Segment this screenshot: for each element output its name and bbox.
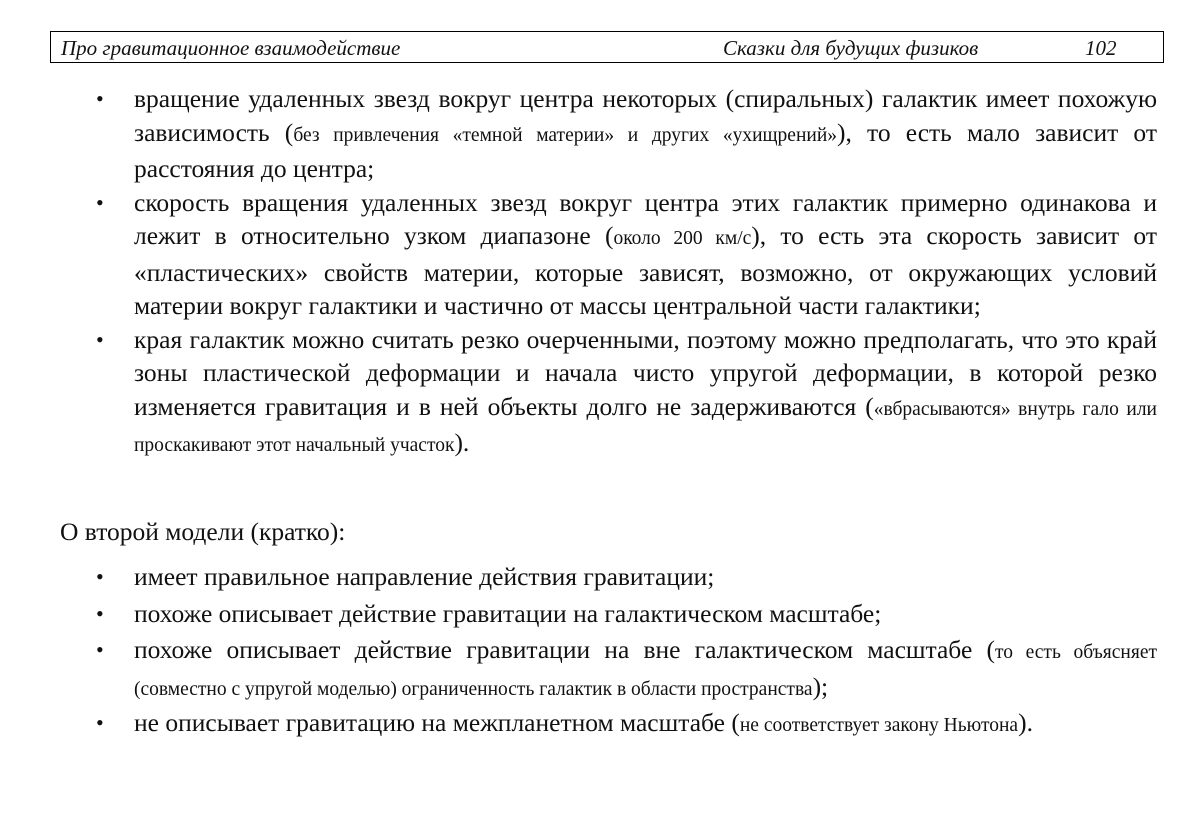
item-note: «вбрасываются» внутрь гало или проскакивают этот начальный участок [134,398,1157,456]
item-text: похоже описывает действие гравитации на галактическом масштабе; [134,598,882,628]
item-text-end: ); [812,671,829,701]
section-subheading: О второй модели (кратко): [60,517,346,546]
bullet-icon: • [96,189,104,215]
page-number: 102 [1085,36,1117,60]
item-text: похоже описывает действие гравитации на вне галактическом масштабе ( [134,635,995,664]
list-item [0,706,1200,743]
item-note: то есть объясняет (совместно с упругой моделью) ограниченность галактик в области пространства [134,642,1158,700]
list-item [0,186,1200,323]
bullet-icon: • [96,326,104,352]
list-item [0,82,1200,186]
bullet-icon: • [96,710,104,735]
item-text-end: ). [1018,708,1033,737]
item-text: имеет правильное направление действия гравитации; [134,562,715,591]
bullet-icon: • [96,637,104,662]
list-item [0,323,1200,463]
bullet-icon: • [96,564,104,589]
header-section-title: Про гравитационное взаимодействие [61,36,401,60]
item-note: не соответствует закону Ньютона [739,715,1019,736]
bullet-icon: • [96,600,104,626]
second-model-bullet-list [0,560,1200,743]
item-note: без привлечения «темной материи» и других «ухищрений» [293,124,838,146]
list-item [0,560,1200,597]
item-text-end: ), то есть мало зависит от расстояния до центра; [134,117,1157,183]
bullet-icon: • [96,86,104,111]
item-text-end: ), то есть эта скорость зависит от «пластических» свойств материи, которые зависят, возможно, от окружающих условий материи вокруг галактики и частично от массы центральной части галактики; [134,221,1157,320]
item-text: края галактик можно считать резко очерченными, поэтому можно предполагать, что это край зоны пластической деформации и начала чисто упругой деформации, в которой резко изменяется гравитация и в ней объекты долго не задерживаются ( [134,324,1157,421]
item-note: около 200 км/с [613,228,752,249]
item-text: не описывает гравитацию на межпланетном масштабе ( [134,708,740,737]
item-text: скорость вращения удаленных звезд вокруг центра этих галактик примерно одинакова и лежит в относительно узком диапазоне ( [134,187,1157,250]
item-text: вращение удаленных звезд вокруг центра некоторых (спиральных) галактик имеет похожую зависимость ( [134,84,1157,147]
first-model-bullet-list [0,82,1200,463]
list-item [0,597,1200,634]
running-header [50,31,1164,63]
list-item [0,633,1200,706]
item-text-end: ). [454,428,470,457]
header-book-title: Сказки для будущих физиков [723,36,979,60]
